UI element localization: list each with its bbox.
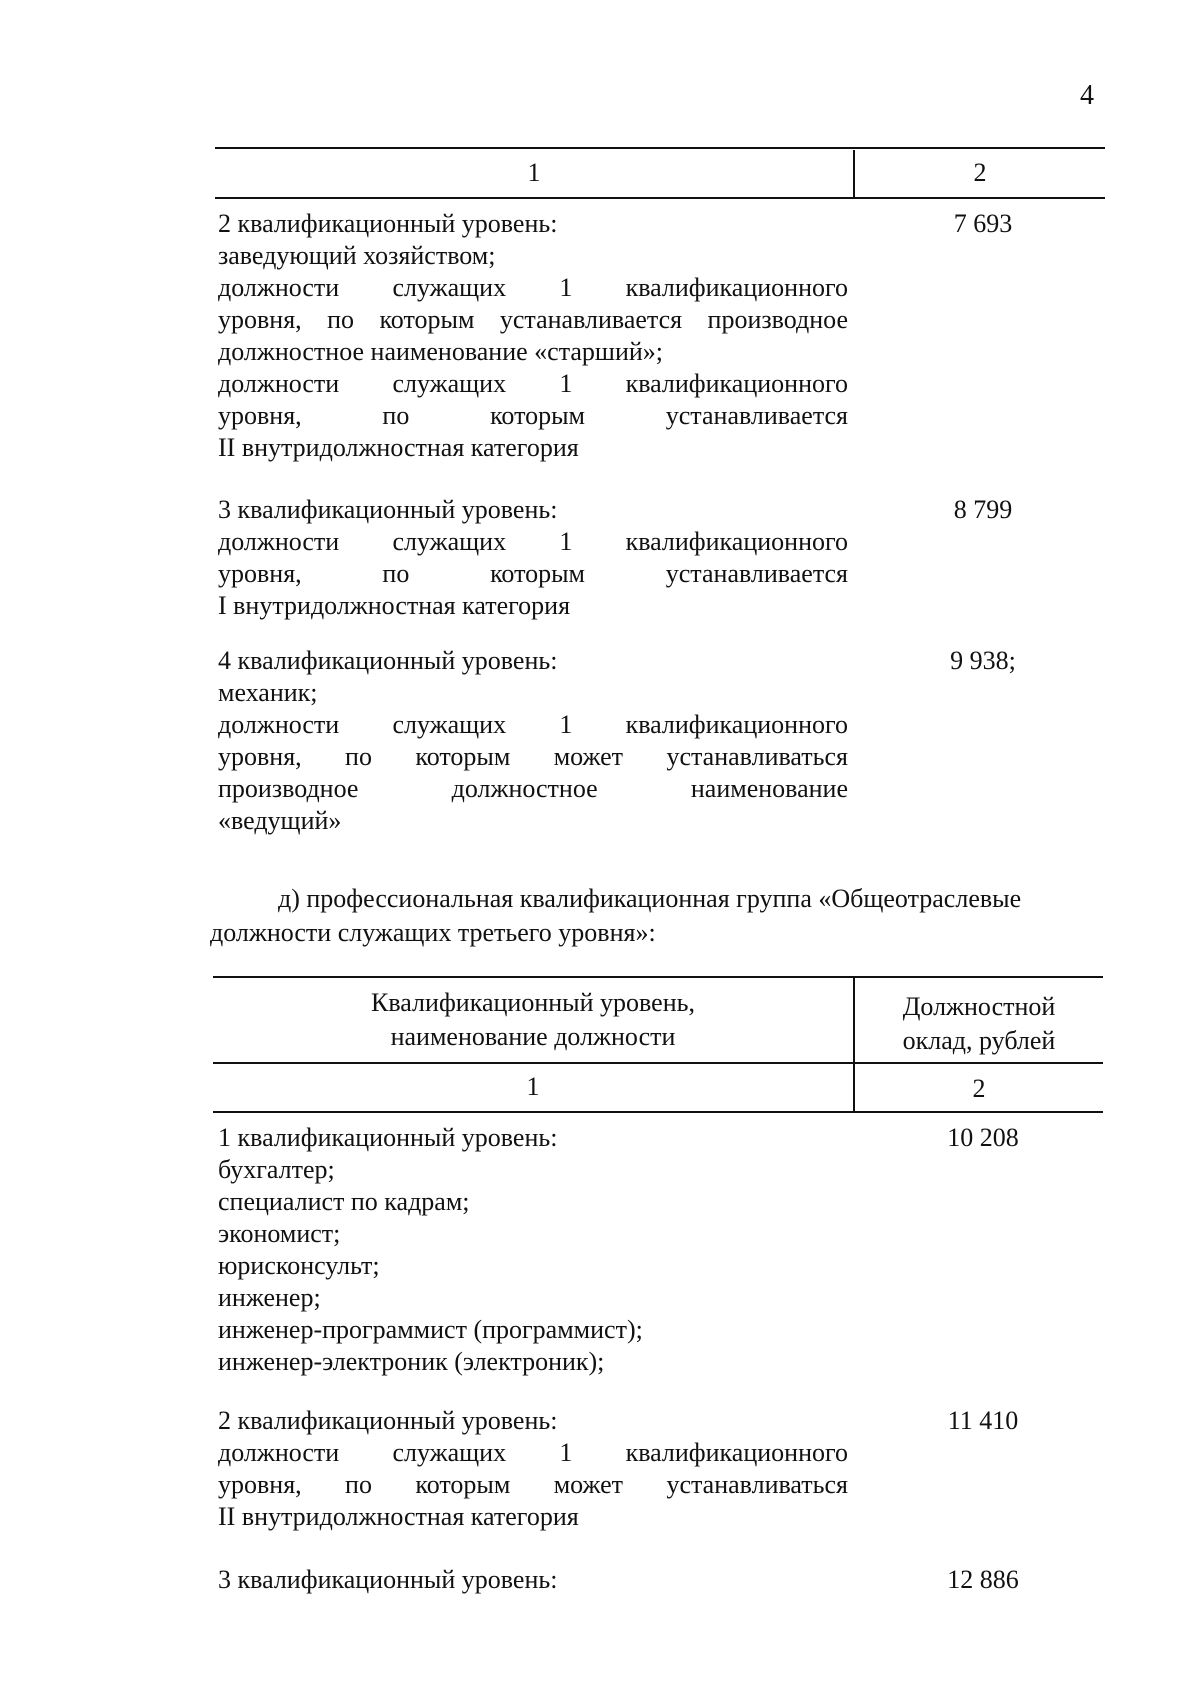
page-number: 4 [1080,80,1094,111]
table-2-number-row-rule [213,1111,1103,1113]
position-description [218,1564,848,1596]
text-line: уровня, по которым устанавливается производное [218,305,848,334]
text-line: механик; [218,678,318,707]
text-line: должности служащих 1 квалификационного [218,273,848,302]
paragraph-line-2: должности служащих третьего уровня»: [210,918,656,947]
text-line: II внутридолжностная категория [218,1502,579,1531]
salary-value: 11 410 [947,1406,1019,1435]
header-line: Должностной [902,992,1056,1021]
table-2-header-bottom-rule [213,1062,1103,1064]
text-line: уровня, по которым может устанавливаться [218,742,848,771]
text-line: I внутридолжностная категория [218,591,571,620]
text-line: должности служащих 1 квалификационного [218,527,848,556]
table-2-header-col1 [213,986,853,1054]
header-line: Квалификационный уровень, [371,988,695,1017]
table-1-header-bottom-rule [215,197,1105,199]
text-line: «ведущий» [218,806,342,835]
header-line: наименование должности [390,1022,676,1051]
table-1-col1-label: 1 [527,158,541,187]
level-heading: 1 квалификационный уровень: [218,1123,558,1152]
level-heading: 3 квалификационный уровень: [218,1565,558,1594]
table-2-col2-label: 2 [972,1074,986,1103]
text-line: уровня, по которым может устанавливаться [218,1470,848,1499]
table-2-header-col2 [855,990,1103,1058]
text-line: должности служащих 1 квалификационного [218,369,848,398]
table-2-top-rule [213,976,1103,978]
table-1-col2-label: 2 [973,158,987,187]
level-heading: 2 квалификационный уровень: [218,209,558,238]
salary-value: 9 938; [950,646,1016,675]
text-line: инженер; [218,1283,321,1312]
text-line: должности служащих 1 квалификационного [218,710,848,739]
position-description [218,1405,848,1533]
level-heading: 4 квалификационный уровень: [218,646,558,675]
text-line: производное должностное наименование [218,774,848,803]
text-line: уровня, по которым устанавливается [218,559,848,588]
position-description [218,208,848,464]
position-description [218,1122,848,1378]
text-line: должности служащих 1 квалификационного [218,1438,848,1467]
text-line: юрисконсульт; [218,1251,380,1280]
position-description [218,645,848,837]
section-paragraph [210,882,1100,950]
table-1-top-rule [215,147,1105,149]
paragraph-line-1: д) профессиональная квалификационная группа «Общеотраслевые [278,884,1022,913]
level-heading: 3 квалификационный уровень: [218,495,558,524]
position-description [218,494,848,622]
table-2-col1-label: 1 [526,1072,540,1101]
text-line: инженер-программист (программист); [218,1315,643,1344]
header-line: оклад, рублей [902,1026,1056,1055]
level-heading: 2 квалификационный уровень: [218,1406,558,1435]
text-line: должностное наименование «старший»; [218,337,664,366]
text-line: инженер-электроник (электроник); [218,1347,605,1376]
text-line: экономист; [218,1219,341,1248]
text-line: специалист по кадрам; [218,1187,470,1216]
text-line: уровня, по которым устанавливается [218,401,848,430]
text-line: II внутридолжностная категория [218,433,579,462]
salary-value: 8 799 [953,495,1013,524]
text-line: заведующий хозяйством; [218,241,496,270]
salary-value: 7 693 [953,209,1013,238]
salary-value: 12 886 [947,1565,1019,1594]
salary-value: 10 208 [947,1123,1019,1152]
text-line: бухгалтер; [218,1155,335,1184]
